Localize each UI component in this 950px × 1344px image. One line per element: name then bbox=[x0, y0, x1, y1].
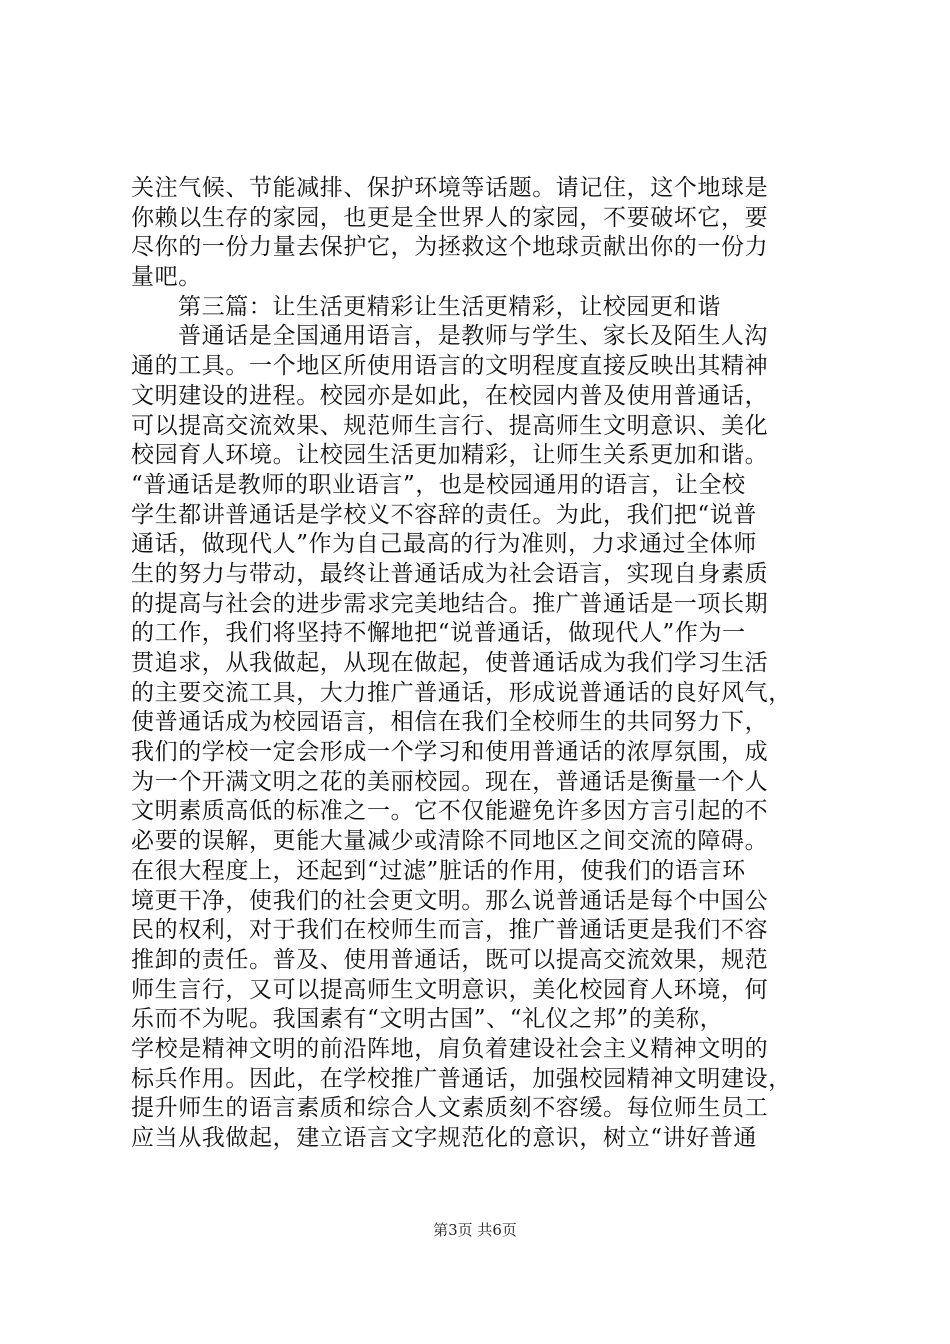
text-line: 应当从我做起，建立语言文字规范化的意识，树立“讲好普通 bbox=[131, 1125, 757, 1151]
text-line: 的主要交流工具，大力推广普通话，形成说普通话的良好风气， bbox=[131, 679, 792, 706]
text-line: 你赖以生存的家园，也更是全世界人的家园，不要破坏它，要 bbox=[131, 204, 769, 231]
text-line: 校园育人环境。让校园生活更加精彩，让师生关系更加和谐。 bbox=[131, 442, 769, 469]
text-line: 学校是精神文明的前沿阵地，肩负着建设社会主义精神文明的 bbox=[131, 1035, 769, 1062]
text-line: 关注气候、节能减排、保护环境等话题。请记住，这个地球是 bbox=[131, 175, 769, 201]
text-line: 提升师生的语言素质和综合人文素质刻不容缓。每位师生员工 bbox=[131, 1095, 769, 1122]
text-line: 的工作，我们将坚持不懈地把“说普通话，做现代人”作为一 bbox=[131, 620, 746, 647]
text-line: 师生言行，又可以提高师生文明意识，美化校园育人环境，何 bbox=[131, 976, 769, 1003]
page-footer bbox=[0, 1219, 950, 1240]
text-line: 文明建设的进程。校园亦是如此，在校园内普及使用普通话， bbox=[131, 382, 769, 409]
page-number-label: 第3页 共6页 bbox=[433, 1221, 517, 1239]
text-line: 为一个开满文明之花的美丽校园。现在，普通话是衡量一个人 bbox=[131, 768, 769, 795]
text-line: 文明素质高低的标准之一。它不仅能避免许多因方言引起的不 bbox=[131, 798, 769, 825]
text-line: 使普通话成为校园语言，相信在我们全校师生的共同努力下， bbox=[131, 709, 769, 736]
text-line: 通话，做现代人”作为自己最高的行为准则，力求通过全体师 bbox=[131, 531, 757, 558]
body-text bbox=[131, 174, 831, 1154]
text-line: 必要的误解，更能大量减少或清除不同地区之间交流的障碍。 bbox=[131, 828, 769, 855]
text-line: 量吧。 bbox=[131, 264, 202, 291]
text-line: 普通话是全国通用语言，是教师与学生、家长及陌生人沟 bbox=[178, 323, 768, 350]
text-line: 通的工具。一个地区所使用语言的文明程度直接反映出其精神 bbox=[131, 353, 769, 380]
text-line: 推卸的责任。普及、使用普通话，既可以提高交流效果，规范 bbox=[131, 946, 769, 973]
text-line: 乐而不为呢。我国素有“文明古国”、“礼仪之邦”的美称， bbox=[131, 1006, 724, 1033]
text-line: “普通话是教师的职业语言”，也是校园通用的语言，让全校 bbox=[131, 471, 746, 498]
text-line: 标兵作用。因此，在学校推广普通话，加强校园精神文明建设， bbox=[131, 1065, 792, 1092]
text-line: 我们的学校一定会形成一个学习和使用普通话的浓厚氛围，成 bbox=[131, 739, 769, 766]
text-line: 学生都讲普通话是学校义不容辞的责任。为此，我们把“说普 bbox=[131, 501, 757, 528]
text-line: 境更干净，使我们的社会更文明。那么说普通话是每个中国公 bbox=[131, 887, 769, 914]
section-heading: 第三篇：让生活更精彩让生活更精彩，让校园更和谐 bbox=[178, 293, 721, 320]
text-line: 民的权利，对于我们在校师生而言，推广普通话更是我们不容 bbox=[131, 917, 769, 944]
text-line: 在很大程度上，还起到“过滤”脏话的作用，使我们的语言环 bbox=[131, 857, 746, 884]
text-line: 的提高与社会的进步需求完美地结合。推广普通话是一项长期 bbox=[131, 590, 769, 617]
text-line: 生的努力与带动，最终让普通话成为社会语言，实现自身素质 bbox=[131, 560, 769, 587]
text-line: 尽你的一份力量去保护它，为拯救这个地球贡献出你的一份力 bbox=[131, 234, 769, 261]
text-line: 可以提高交流效果、规范师生言行、提高师生文明意识、美化 bbox=[131, 412, 769, 439]
text-line: 贯追求，从我做起，从现在做起，使普通话成为我们学习生活 bbox=[131, 650, 769, 676]
